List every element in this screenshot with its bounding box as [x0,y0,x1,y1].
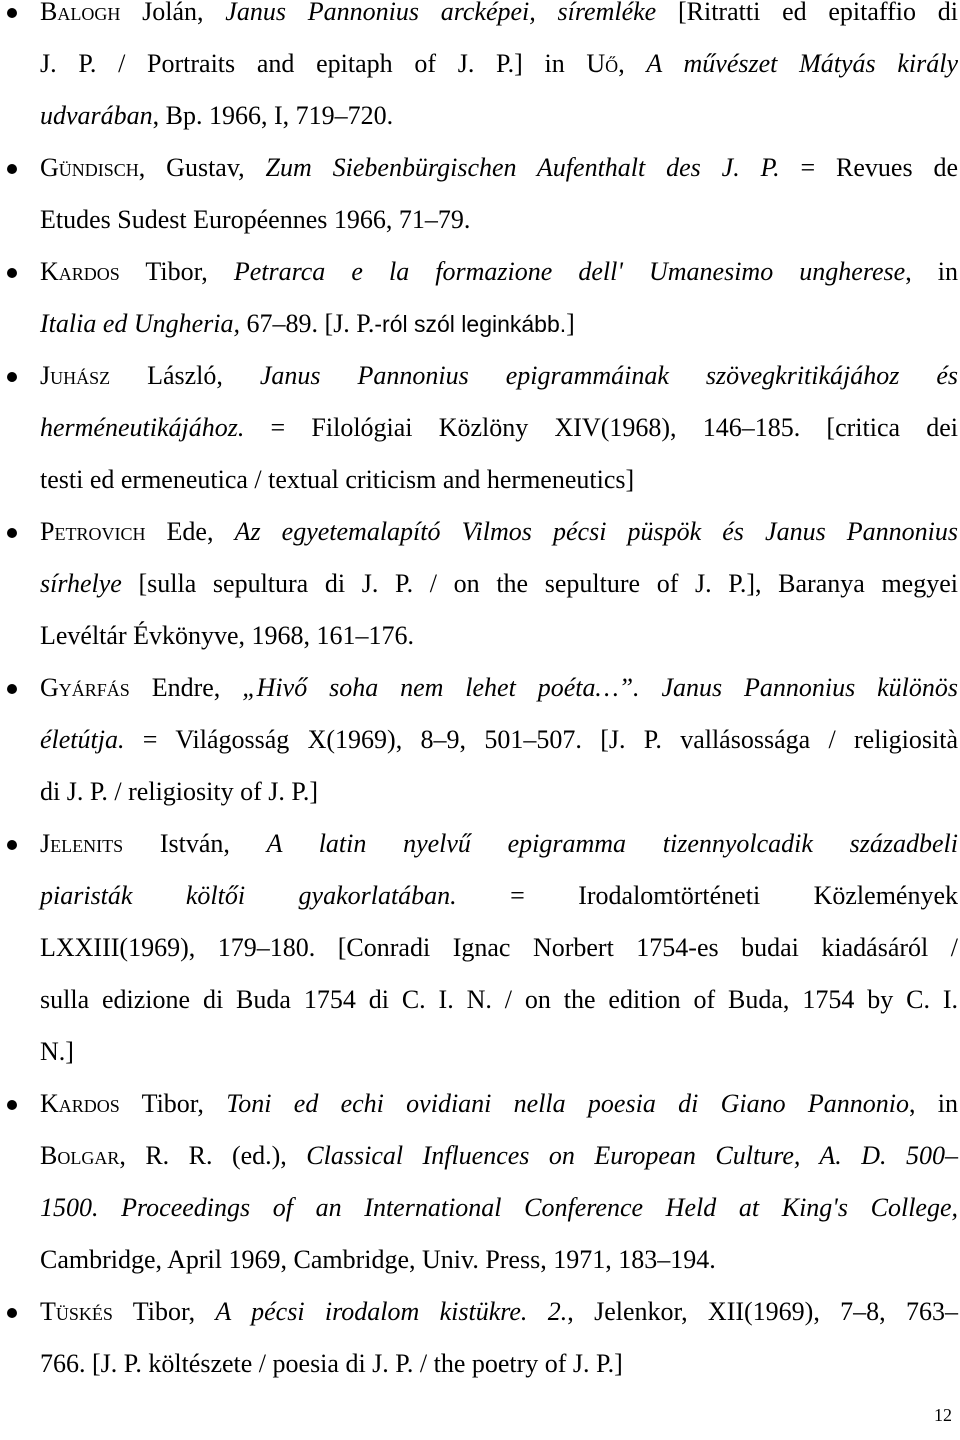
entry-text: Endre, [129,673,243,702]
entry-text: N.] [40,1037,74,1066]
entry-line [40,662,958,714]
entry-text: [Ritratti ed epitaffio di [656,0,958,26]
bullet-icon [7,268,17,278]
entry-line [40,0,958,38]
entry-text: Tibor, [119,1089,227,1118]
author-name: Kardos [40,1089,120,1118]
author-name: Kardos [40,257,120,286]
bullet-icon [7,684,17,694]
entry-line [40,558,958,610]
title-text: Zum Siebenbürgischen Aufenthalt des J. P. [265,153,780,182]
bullet-icon [7,8,17,18]
title-text: A művészet Mátyás király [646,49,958,78]
entry-text: = Világosság X(1969), 8–9, 501–507. [J. P. vallásossága / religiosità [124,725,958,754]
title-text: Italia ed Ungheria, [40,309,241,338]
bullet-icon [7,528,17,538]
entry-line [40,350,958,402]
entry-line [40,194,958,246]
title-text: piaristák költői gyakorlatában. [40,881,457,910]
entry-text: ] [566,309,575,338]
bullet-icon [7,1308,17,1318]
title-text: Petrarca e la formazione dell' Umanesimo ungherese [233,257,906,286]
author-name: Balogh [40,0,121,26]
title-text: A pécsi irodalom kistükre. 2. [215,1297,568,1326]
entry-line [40,1026,958,1078]
entry-text: [sulla sepultura di J. P. / on the sepulture of J. P.], Baranya megyei [121,569,958,598]
entry-line [40,298,958,350]
entry-line [40,506,958,558]
title-text: Az egyetemalapító Vilmos pécsi püspök és Janus Pannonius [234,517,959,546]
author-name: Juhász [40,361,111,390]
entry-text: Etudes Sudest Européennes 1966, 71–79. [40,205,471,234]
title-text: udvarában [40,101,153,130]
bullet-icon [7,372,17,382]
entry-line [40,714,958,766]
bullet-icon [7,164,17,174]
entry-line [40,246,958,298]
author-name: Bolgar [40,1141,120,1170]
entry-line [40,766,958,818]
entry-line [40,610,958,662]
entry-line [40,870,958,922]
entry-text: 67–89. [J. P. [240,309,375,338]
entry-line [40,1338,958,1390]
title-text: 1500. Proceedings of an International Conference Held at King's College, [40,1193,958,1222]
entry-text: Ede, [145,517,235,546]
entry-text: , Bp. 1966, I, 719–720. [152,101,394,130]
author-name: Gündisch [40,153,139,182]
entry-line [40,1182,958,1234]
entry-line [40,38,958,90]
author-name: Petrovich [40,517,146,546]
entry-text: Tibor, [119,257,234,286]
entry-line [40,818,958,870]
title-text: Classical Influences on European Culture, A. D. 500– [306,1141,958,1170]
title-text: Janus Pannonius epigrammáinak szövegkritikájához és [259,361,959,390]
entry-text: Levéltár Évkönyve, 1968, 161–176. [40,621,415,650]
title-text: A latin nyelvű epigramma tizennyolcadik századbeli [266,829,958,858]
entry-text: = Filológiai Közlöny XIV(1968), 146–185. [critica dei [244,413,958,442]
entry-text: Jolán, [120,0,226,26]
entry-text: László, [110,361,260,390]
bullet-icon [7,1100,17,1110]
entry-text: István, [123,829,267,858]
title-text: sírhelye [40,569,122,598]
entry-text: Tibor, [112,1297,216,1326]
entry-line [40,974,958,1026]
title-text: „Hivő soha nem lehet poéta…”. Janus Pannonius különös [242,673,958,702]
entry-text: , Gustav, [138,153,266,182]
entry-line [40,142,958,194]
page-number: 12 [934,1405,952,1425]
entry-text: , in [905,257,958,286]
title-text: Toni ed echi ovidiani nella poesia di Giano Pannonio [226,1089,909,1118]
entry-line [40,922,958,974]
entry-line [40,1234,958,1286]
entry-text: LXXIII(1969), 179–180. [Conradi Ignac Norbert 1754-es budai kiadásáról / [40,933,958,962]
entry-text: testi ed ermeneutica / textual criticism and hermeneutics] [40,465,635,494]
entry-text: 766. [J. P. költészete / poesia di J. P. / the poetry of J. P.] [40,1349,623,1378]
bullet-icon [7,840,17,850]
entry-text: sulla edizione di Buda 1754 di C. I. N. / on the edition of Buda, 1754 by C. I. [40,985,958,1014]
entry-text: -ról szól leginkább. [374,311,567,337]
title-text: herméneutikájához. [40,413,245,442]
entry-line [40,1130,958,1182]
author-name: Tüskés [40,1297,113,1326]
author-name: Uő [586,49,619,78]
entry-text: = Irodalomtörténeti Közlemények [456,881,958,910]
entry-line [40,454,958,506]
entry-line [40,402,958,454]
entry-text: = Revues de [779,153,958,182]
entry-text: J. P. / Portraits and epitaph of J. P.] in [40,49,587,78]
entry-text: , R. R. (ed.), [119,1141,307,1170]
entry-line [40,1286,958,1338]
entry-line [40,90,958,142]
entry-line [40,1078,958,1130]
title-text: életútja. [40,725,125,754]
entry-text: , [618,49,647,78]
entry-text: di J. P. / religiosity of J. P.] [40,777,319,806]
author-name: Jelenits [40,829,124,858]
entry-text: , in [908,1089,958,1118]
entry-text: , Jelenkor, XII(1969), 7–8, 763– [567,1297,958,1326]
entry-text: Cambridge, April 1969, Cambridge, Univ. Press, 1971, 183–194. [40,1245,716,1274]
title-text: Janus Pannonius arcképei, síremléke [225,0,657,26]
author-name: Gyárfás [40,673,130,702]
